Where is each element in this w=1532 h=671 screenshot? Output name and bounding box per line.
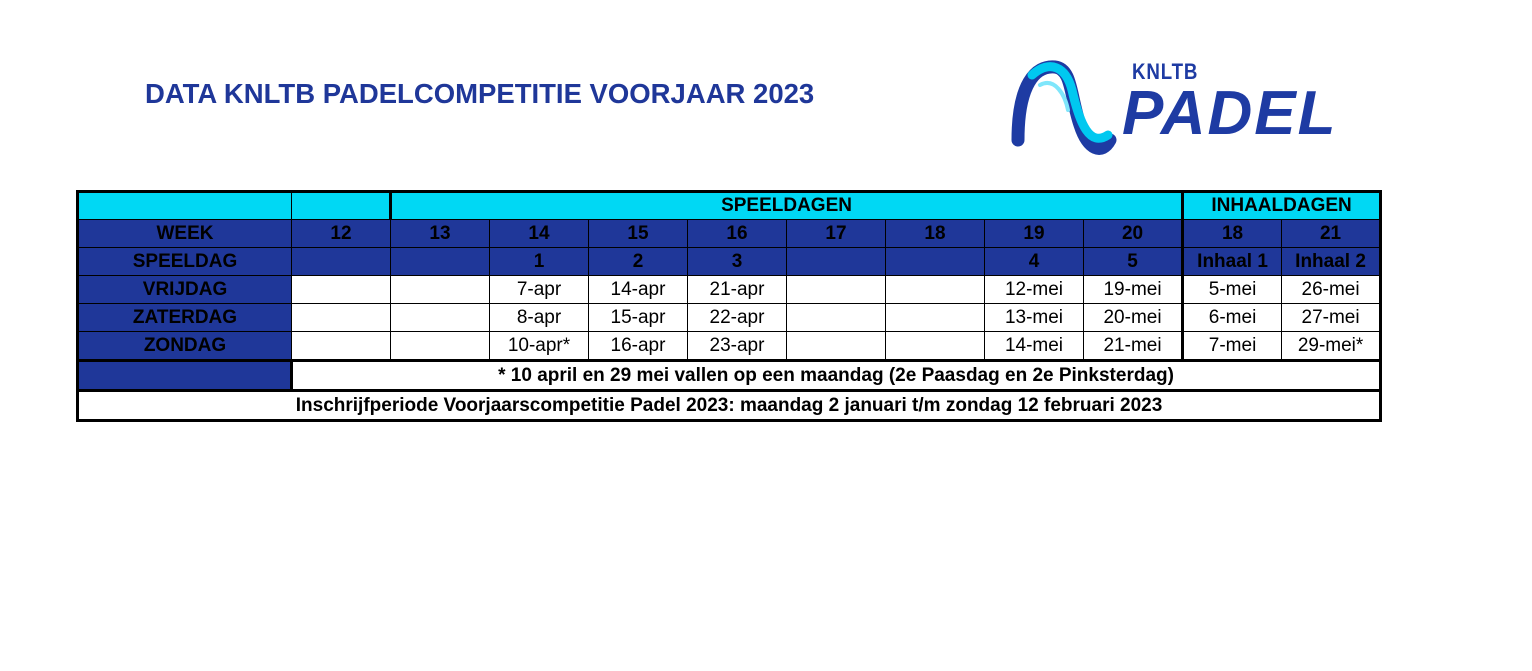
date-cell	[787, 304, 886, 332]
speeldag-cell	[292, 248, 391, 276]
footnote-text: * 10 april en 29 mei vallen op een maandag (2e Paasdag en 2e Pinksterdag)	[292, 361, 1381, 391]
date-cell: 7-mei	[1183, 332, 1282, 361]
date-cell: 14-mei	[985, 332, 1084, 361]
date-cell: 19-mei	[1084, 276, 1183, 304]
speeldag-cell: 3	[688, 248, 787, 276]
section-header-row	[78, 192, 1381, 220]
footnote-row	[78, 361, 1381, 391]
week-cell: 13	[391, 220, 490, 248]
date-cell: 12-mei	[985, 276, 1084, 304]
speeldag-cell	[886, 248, 985, 276]
registration-text: Inschrijfperiode Voorjaarscompetitie Padel 2023: maandag 2 januari t/m zondag 12 februari 2023	[78, 391, 1381, 421]
row-label: VRIJDAG	[78, 276, 292, 304]
week-row	[78, 220, 1381, 248]
date-cell: 14-apr	[589, 276, 688, 304]
speeldag-cell: Inhaal 1	[1183, 248, 1282, 276]
zaterdag-row	[78, 304, 1381, 332]
date-cell: 13-mei	[985, 304, 1084, 332]
date-cell: 16-apr	[589, 332, 688, 361]
footnote-blank-cell	[78, 361, 292, 391]
date-cell: 7-apr	[490, 276, 589, 304]
date-cell: 27-mei	[1282, 304, 1381, 332]
speeldag-row	[78, 248, 1381, 276]
section-inhaaldagen: INHAALDAGEN	[1183, 192, 1381, 220]
week-cell: 17	[787, 220, 886, 248]
header-blank-cell	[292, 192, 391, 220]
week-cell: 18	[886, 220, 985, 248]
date-cell: 23-apr	[688, 332, 787, 361]
logo-knltb-text: KNLTB	[1132, 59, 1199, 84]
date-cell: 8-apr	[490, 304, 589, 332]
week-cell: 20	[1084, 220, 1183, 248]
registration-row	[78, 391, 1381, 421]
date-cell: 20-mei	[1084, 304, 1183, 332]
schedule-table	[76, 190, 1382, 422]
logo-padel-text: PADEL	[1122, 79, 1338, 148]
week-cell: 16	[688, 220, 787, 248]
knltb-padel-logo	[1010, 55, 1338, 165]
date-cell: 5-mei	[1183, 276, 1282, 304]
speeldag-cell: Inhaal 2	[1282, 248, 1381, 276]
date-cell: 22-apr	[688, 304, 787, 332]
date-cell	[886, 276, 985, 304]
date-cell	[391, 276, 490, 304]
row-label: ZATERDAG	[78, 304, 292, 332]
speeldag-cell: 1	[490, 248, 589, 276]
date-cell	[886, 332, 985, 361]
week-cell: 14	[490, 220, 589, 248]
speeldag-cell	[787, 248, 886, 276]
wave-logo-icon	[1010, 55, 1120, 165]
row-label: SPEELDAG	[78, 248, 292, 276]
date-cell: 21-apr	[688, 276, 787, 304]
date-cell: 15-apr	[589, 304, 688, 332]
date-cell	[391, 304, 490, 332]
speeldag-cell: 5	[1084, 248, 1183, 276]
speeldag-cell: 2	[589, 248, 688, 276]
date-cell	[391, 332, 490, 361]
speeldag-cell	[391, 248, 490, 276]
vrijdag-row	[78, 276, 1381, 304]
date-cell	[292, 304, 391, 332]
zondag-row	[78, 332, 1381, 361]
date-cell: 21-mei	[1084, 332, 1183, 361]
date-cell: 6-mei	[1183, 304, 1282, 332]
date-cell	[292, 276, 391, 304]
week-cell: 21	[1282, 220, 1381, 248]
date-cell	[787, 332, 886, 361]
page-title: DATA KNLTB PADELCOMPETITIE VOORJAAR 2023	[145, 78, 815, 109]
section-speeldagen: SPEELDAGEN	[391, 192, 1183, 220]
date-cell	[886, 304, 985, 332]
row-label: ZONDAG	[78, 332, 292, 361]
header-blank-cell	[78, 192, 292, 220]
week-cell: 18	[1183, 220, 1282, 248]
week-cell: 15	[589, 220, 688, 248]
row-label: WEEK	[78, 220, 292, 248]
date-cell	[787, 276, 886, 304]
week-cell: 12	[292, 220, 391, 248]
speeldag-cell: 4	[985, 248, 1084, 276]
date-cell: 10-apr*	[490, 332, 589, 361]
date-cell	[292, 332, 391, 361]
date-cell: 26-mei	[1282, 276, 1381, 304]
date-cell: 29-mei*	[1282, 332, 1381, 361]
week-cell: 19	[985, 220, 1084, 248]
